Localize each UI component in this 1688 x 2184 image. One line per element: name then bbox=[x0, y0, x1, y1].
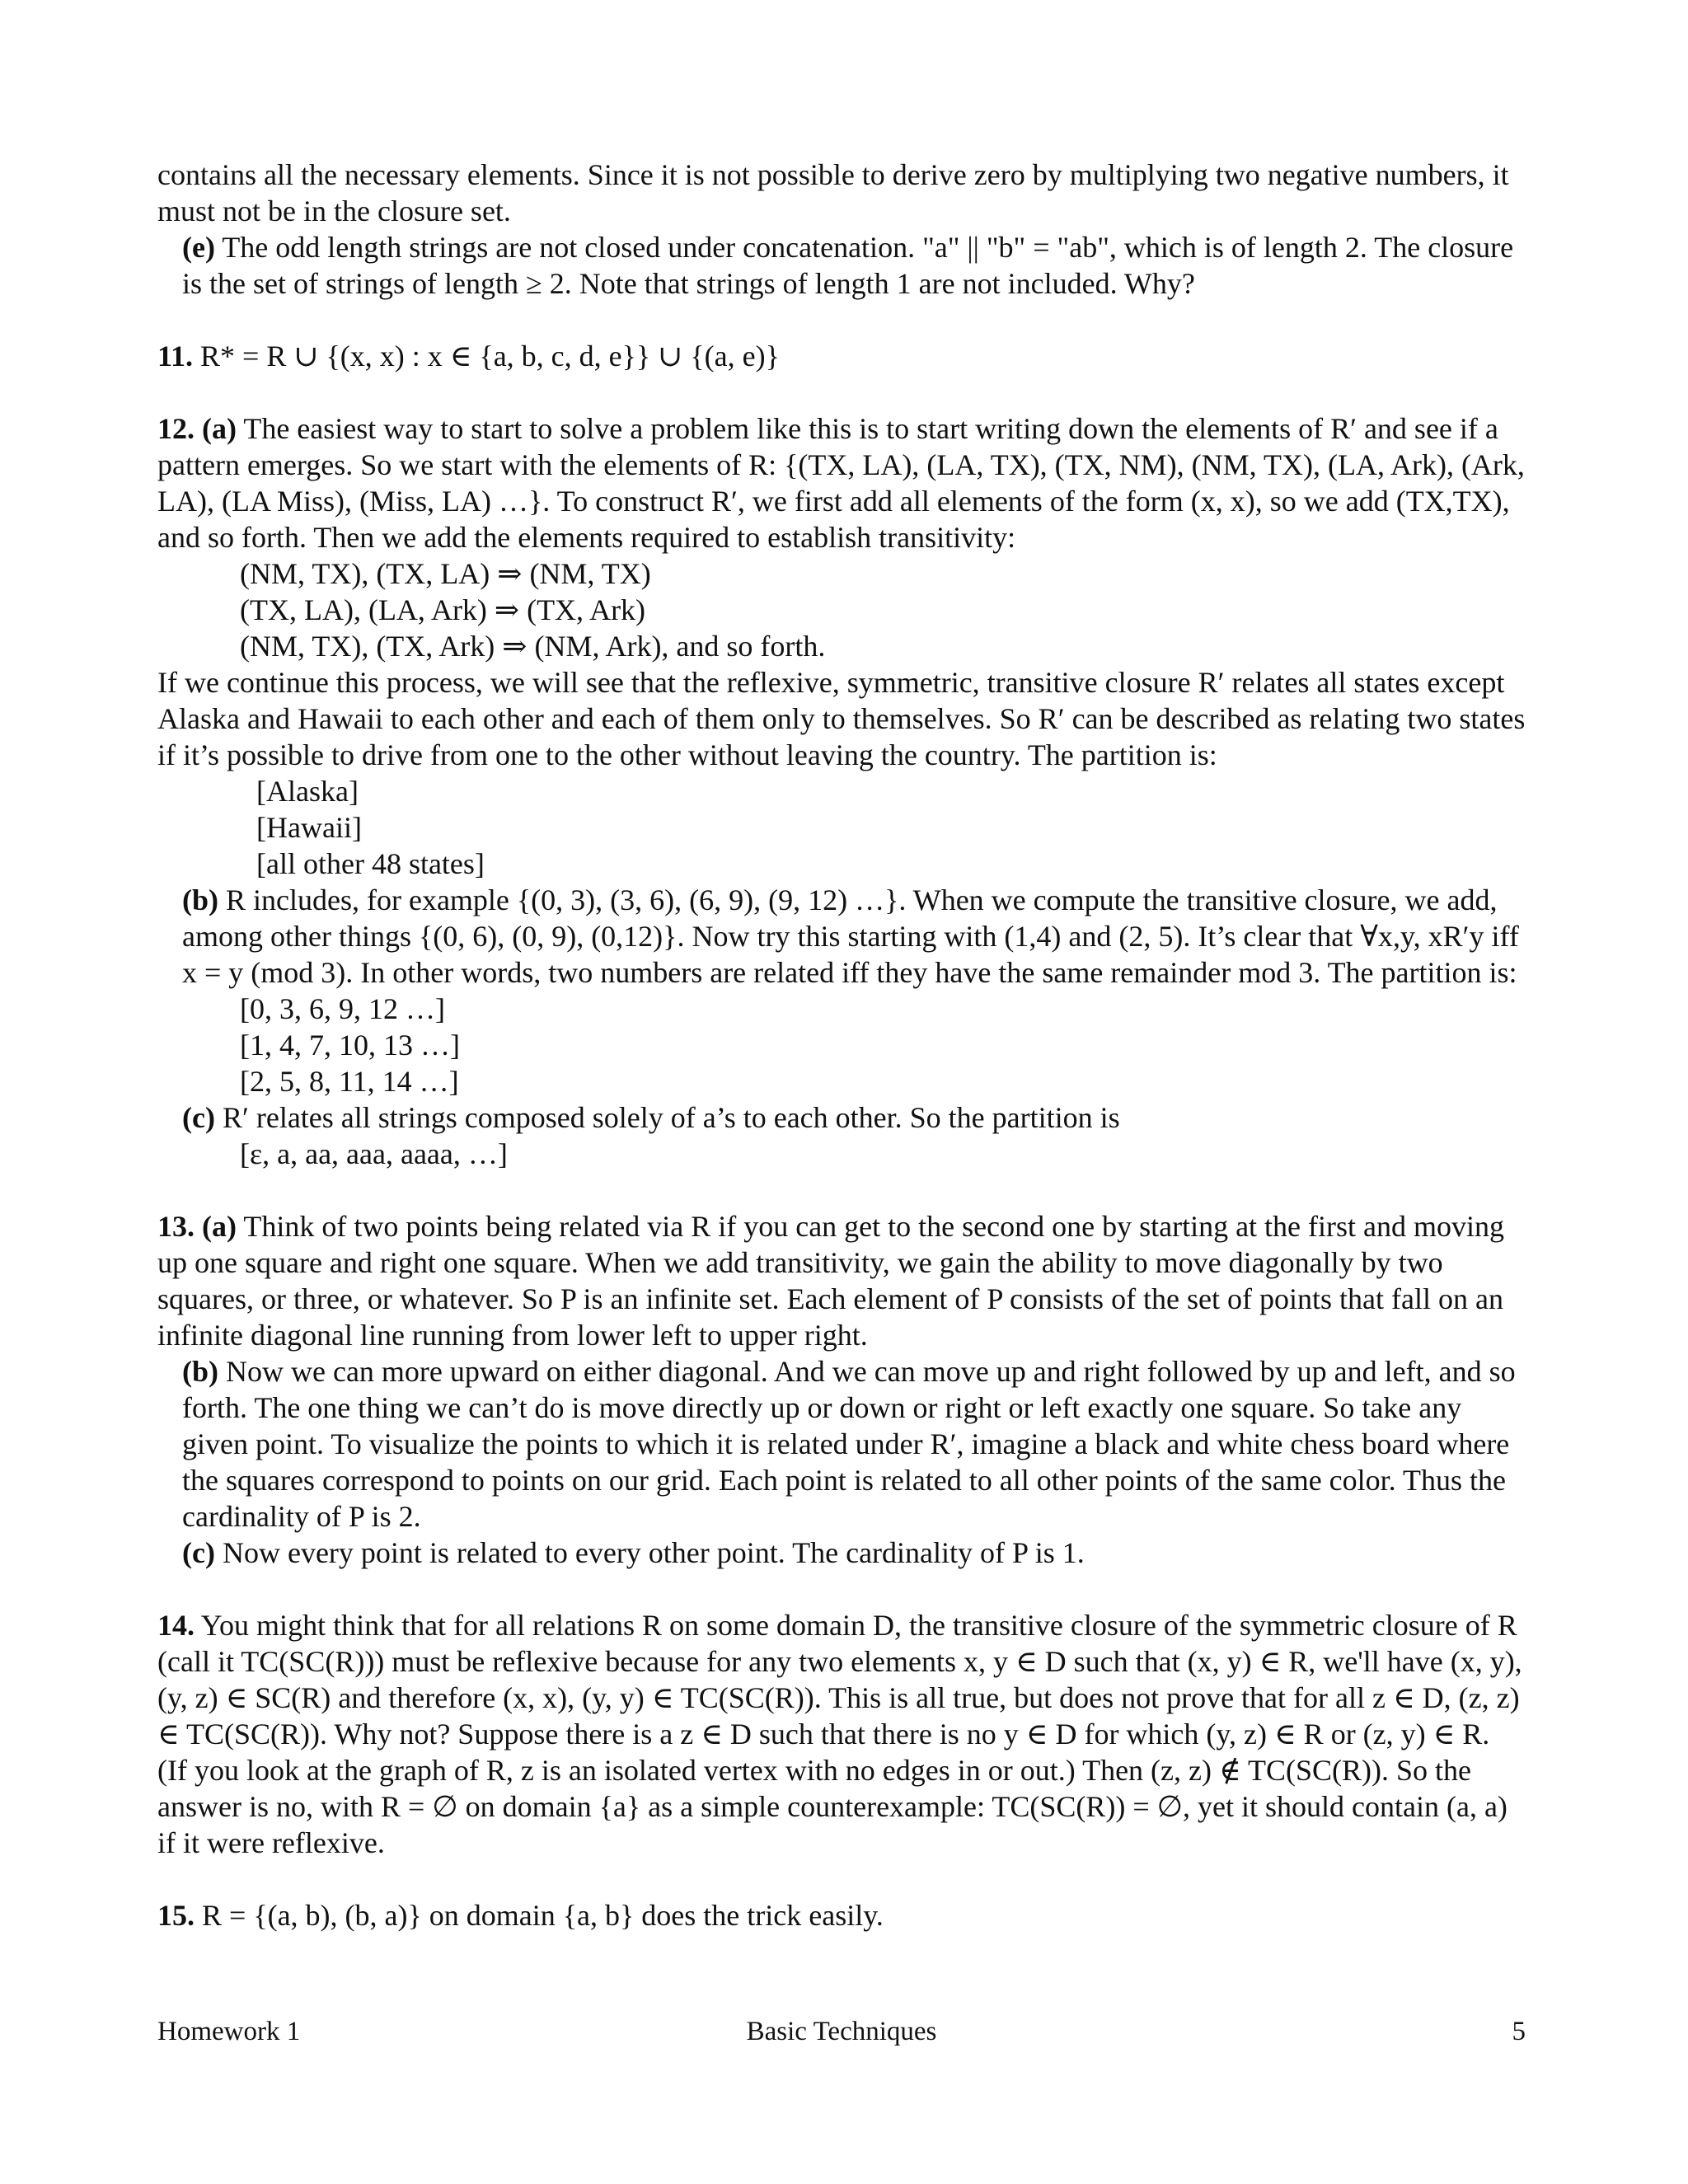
partition-class: [2, 5, 8, 11, 14 …] bbox=[240, 1065, 459, 1098]
part-label: (c) bbox=[182, 1101, 215, 1134]
partition-class: [1, 4, 7, 10, 13 …] bbox=[240, 1029, 460, 1062]
partition-class: [ε, a, aa, aaa, aaaa, …] bbox=[240, 1137, 508, 1170]
partition-class: [0, 3, 6, 9, 12 …] bbox=[240, 992, 445, 1025]
paragraph-13b: (b) Now we can more upward on either diagonal. And we can move up and right followed by up and left, and so forth. The one thing we can’t do is move directly up or down or right or left exactly one square. So take any given point. To visualize the points to which it is related under R′, imagine a black and white chess board where the squares correspond to points on our grid. Each point is related to all other points of the same color. Thus the cardinality of P is 2. bbox=[182, 1355, 1516, 1533]
paragraph-14: 14. You might think that for all relations R on some domain D, the transitive closure of the symmetric closure of R (call it TC(SC(R))) must be reflexive because for any two elements x, y ∈ D such that (x, y) ∈ R, we'll have (x, y), (y, z) ∈ SC(R) and therefore (x, x), (y, y) ∈ TC(SC(R)). This is all true, but does not prove that for all z ∈ D, (z, z) ∈ TC(SC(R)). Why not? Suppose there is a z ∈ D such that there is no y ∈ D for which (y, z) ∈ R or (z, y) ∈ R. (If you look at the graph of R, z is an isolated vertex with no edges in or out.) Then (z, z) ∉ TC(SC(R)). So the answer is no, with R = ∅ on domain {a} as a simple counterexample: TC(SC(R)) = ∅, yet it should contain (a, a) if it were reflexive. bbox=[157, 1609, 1522, 1859]
paragraph-15: 15. R = {(a, b), (b, a)} on domain {a, b} does the trick easily. bbox=[157, 1899, 884, 1932]
paragraph-11: 11. R* = R ∪ {(x, x) : x ∈ {a, b, c, d, e}} ∪ {(a, e)} bbox=[157, 340, 780, 373]
footer-title: Basic Techniques bbox=[746, 2017, 937, 2046]
paragraph-12c: (c) R′ relates all strings composed solely of a’s to each other. So the partition is bbox=[182, 1101, 1120, 1134]
transitivity-line: (NM, TX), (TX, LA) ⇒ (NM, TX) bbox=[240, 557, 651, 590]
paragraph-10e: (e) The odd length strings are not closed under concatenation. "a" || "b" = "ab", which is of length 2. The closure is the set of strings of length ≥ 2. Note that strings of length 1 are not included. Why? bbox=[182, 231, 1514, 300]
transitivity-line: (TX, LA), (LA, Ark) ⇒ (TX, Ark) bbox=[240, 593, 646, 626]
paragraph-12a: 12. (a) The easiest way to start to solve a problem like this is to start writing down the elements of R′ and see if a pattern emerges. So we start with the elements of R: {(TX, LA), (LA, TX), (TX, NM), (NM, TX), (LA, Ark), (Ark, LA), (LA Miss), (Miss, LA) …}. To construct R′, we first add all elements of the form (x, x), so we add (TX,TX), and so forth. Then we add the elements required to establish transitivity: bbox=[157, 412, 1525, 554]
paragraph-10d-end: contains all the necessary elements. Since it is not possible to derive zero by multiplying two negative numbers, it must not be in the closure set. bbox=[157, 158, 1509, 227]
question-number: 15. bbox=[157, 1899, 195, 1932]
paragraph-12a-cont: If we continue this process, we will see that the reflexive, symmetric, transitive closure R′ relates all states except Alaska and Hawaii to each other and each of them only to themselves. So R′ can be described as relating two states if it’s possible to drive from one to the other without leaving the country. The partition is: bbox=[157, 666, 1526, 771]
paragraph-13c: (c) Now every point is related to every other point. The cardinality of P is 1. bbox=[182, 1536, 1085, 1569]
partition-class: [Hawaii] bbox=[256, 811, 362, 844]
page-body bbox=[157, 157, 1526, 1933]
question-number: 13. (a) bbox=[157, 1210, 237, 1243]
part-label: (e) bbox=[182, 231, 215, 264]
part-label: (b) bbox=[182, 1355, 218, 1388]
part-label: (b) bbox=[182, 883, 218, 916]
partition-class: [Alaska] bbox=[256, 775, 359, 808]
partition-class: [all other 48 states] bbox=[256, 847, 485, 880]
page-footer bbox=[157, 2013, 1526, 2050]
footer-course: Homework 1 bbox=[157, 2017, 301, 2046]
question-number: 11. bbox=[157, 340, 194, 373]
part-label: (c) bbox=[182, 1536, 215, 1569]
paragraph-13a: 13. (a) Think of two points being related via R if you can get to the second one by starting at the first and moving up one square and right one square. When we add transitivity, we gain the ability to move diagonally by two squares, or three, or whatever. So P is an infinite set. Each element of P consists of the set of points that fall on an infinite diagonal line running from lower left to upper right. bbox=[157, 1210, 1504, 1352]
question-number: 14. bbox=[157, 1609, 195, 1642]
transitivity-line: (NM, TX), (TX, Ark) ⇒ (NM, Ark), and so forth. bbox=[240, 630, 826, 663]
question-number: 12. (a) bbox=[157, 412, 237, 445]
paragraph-12b: (b) R includes, for example {(0, 3), (3, 6), (6, 9), (9, 12) …}. When we compute the transitive closure, we add, among other things {(0, 6), (0, 9), (0,12)}. Now try this starting with (1,4) and (2, 5). It’s clear that ∀x,y, xR′y iff x = y (mod 3). In other words, two numbers are related iff they have the same remainder mod 3. The partition is: bbox=[182, 883, 1519, 989]
page-number: 5 bbox=[1512, 2017, 1526, 2046]
